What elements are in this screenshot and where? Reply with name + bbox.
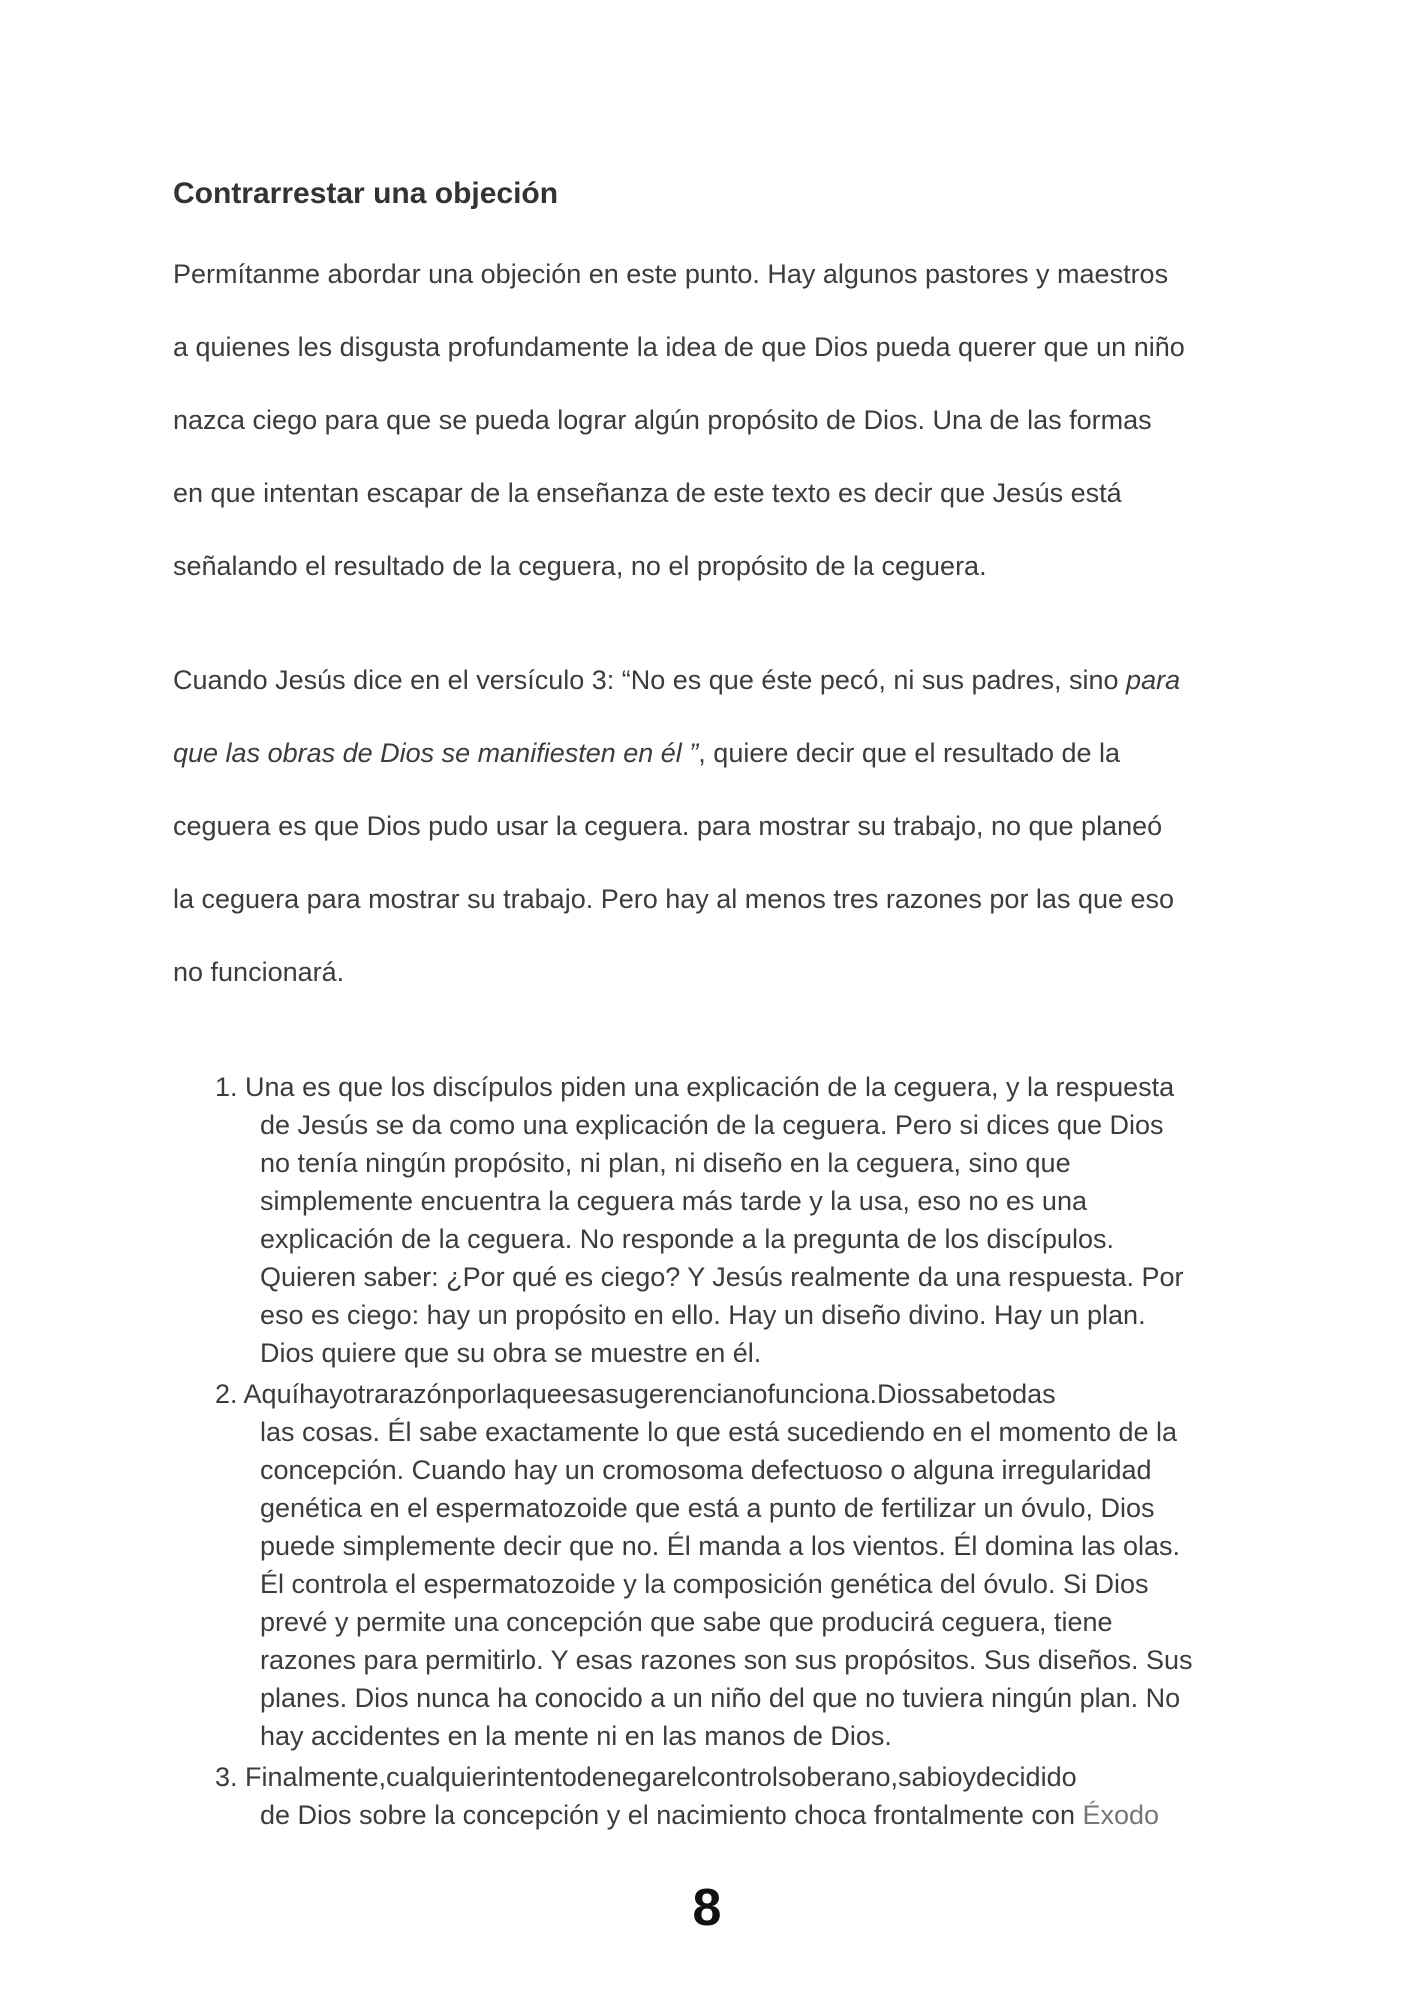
paragraph-line [173,644,1253,717]
paragraph-line: nazca ciego para que se pueda lograr algún propósito de Dios. Una de las formas [173,405,1152,435]
list-item [215,1758,1235,1834]
paragraph-verse-explanation [173,644,1253,1009]
paragraph-line: Permítanme abordar una objeción en este punto. Hay algunos pastores y maestros [173,259,1169,289]
list-item [215,1068,1235,1372]
list-line: no tenía ningún propósito, ni plan, ni diseño en la ceguera, sino que [260,1148,1071,1178]
list-number: 3. [215,1762,238,1792]
list-line: razones para permitirlo. Y esas razones son sus propósitos. Sus diseños. Sus [260,1645,1193,1675]
list-line: simplemente encuentra la ceguera más tarde y la usa, eso no es una [260,1186,1087,1216]
paragraph-line: a quienes les disgusta profundamente la idea de que Dios pueda querer que un niño [173,332,1185,362]
paragraph-line: señalando el resultado de la ceguera, no el propósito de la ceguera. [173,551,987,581]
book-reference-link: Éxodo [1082,1800,1160,1830]
list-line: concepción. Cuando hay un cromosoma defectuoso o alguna irregularidad [260,1455,1152,1485]
list-number: 2. [215,1379,238,1409]
list-item-first-line [215,1375,1235,1413]
paragraph-line: no funcionará. [173,957,345,987]
paragraph-text: , quiere decir que el resultado de la [698,738,1121,768]
list-line: las cosas. Él sabe exactamente lo que está sucediendo en el momento de la [260,1417,1178,1447]
list-item [215,1375,1235,1755]
list-text: de Dios sobre la concepción y el nacimiento choca frontalmente con [260,1800,1083,1830]
list-line: Él controla el espermatozoide y la composición genética del óvulo. Si Dios [260,1569,1149,1599]
paragraph-objection-intro [173,238,1253,603]
list-line: puede simplemente decir que no. Él manda a los vientos. Él domina las olas. [260,1531,1181,1561]
list-line: de Jesús se da como una explicación de la ceguera. Pero si dices que Dios [260,1110,1164,1140]
list-line: Quieren saber: ¿Por qué es ciego? Y Jesús realmente da una respuesta. Por [260,1262,1184,1292]
paragraph-line: la ceguera para mostrar su trabajo. Pero hay al menos tres razones por las que eso [173,884,1175,914]
paragraph-line: ceguera es que Dios pudo usar la ceguera. para mostrar su trabajo, no que planeó [173,811,1163,841]
list-item-first-line [215,1758,1235,1796]
verse-quote-italic: que las obras de Dios se manifiesten en él ” [173,738,699,768]
list-number: 1. [215,1072,238,1102]
list-item-first-line [215,1068,1235,1106]
list-line: Dios quiere que su obra se muestre en él. [260,1338,762,1368]
list-line: eso es ciego: hay un propósito en ello. Hay un diseño divino. Hay un plan. [260,1300,1146,1330]
list-line: genética en el espermatozoide que está a punto de fertilizar un óvulo, Dios [260,1493,1155,1523]
list-line: prevé y permite una concepción que sabe que producirá ceguera, tiene [260,1607,1113,1637]
paragraph-line: en que intentan escapar de la enseñanza de este texto es decir que Jesús está [173,478,1122,508]
section-heading: Contrarrestar una objeción [173,177,559,210]
list-line: explicación de la ceguera. No responde a la pregunta de los discípulos. [260,1224,1115,1254]
list-line: hay accidentes en la mente ni en las manos de Dios. [260,1721,892,1751]
verse-quote-italic: para [1126,665,1181,695]
page-number: 8 [692,1879,722,1937]
list-line [215,1796,1235,1834]
paragraph-line [173,717,1253,790]
reasons-list [215,1068,1235,1834]
list-text: Aquíhayotrarazónporlaqueesasugerencianofunciona.Diossabetodas [243,1379,1056,1409]
list-text: Finalmente,cualquierintentodenegarelcontrolsoberano,sabioydecidido [245,1762,1077,1792]
paragraph-text: Cuando Jesús dice en el versículo 3: “No es que éste pecó, ni sus padres, sino [173,665,1127,695]
list-line: planes. Dios nunca ha conocido a un niño del que no tuviera ningún plan. No [260,1683,1181,1713]
list-text: Una es que los discípulos piden una explicación de la ceguera, y la respuesta [245,1072,1175,1102]
